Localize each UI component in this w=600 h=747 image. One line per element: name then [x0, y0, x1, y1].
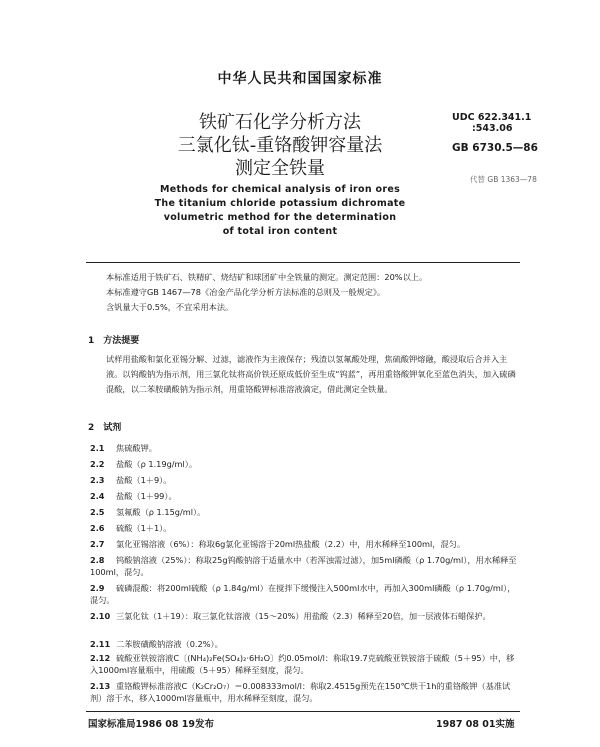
- reagent-number: 2.11: [90, 639, 111, 649]
- reagent-number: 2.6: [90, 523, 105, 533]
- reagent-text: 盐酸（1＋99）。: [116, 491, 177, 501]
- english-title-line-1: Methods for chemical analysis of iron ores: [159, 184, 401, 195]
- reagent-text: 钨酸钠溶液（25%）：称取25g钨酸钠溶于适量水中（若浑浊需过滤），加5ml磷酸（ρ 1.70g/ml），用水稀释至100ml，混匀。: [90, 555, 517, 577]
- section-1-body: [88, 352, 518, 397]
- reagent-item: [90, 582, 520, 606]
- reagent-text: 硫酸亚铁铵溶液C〔(NH₄)₂Fe(SO₄)₂·6H₂O〕约0.05mol/l：称取19.7克硫酸亚铁铵溶于硫酸（5＋95）中，移入1000ml容量瓶中，用硫酸（5＋95）稀释至刻度，混匀。: [90, 653, 515, 675]
- reagent-text: 焦硫酸钾。: [116, 443, 157, 453]
- reagent-number: 2.9: [90, 583, 105, 593]
- reagent-item: [90, 506, 520, 518]
- reagent-text: 氢氟酸（ρ 1.15g/ml）。: [116, 507, 206, 517]
- reagent-item: [90, 538, 520, 550]
- reagent-text: 盐酸（ρ 1.19g/ml）。: [116, 459, 198, 469]
- reagent-item: [90, 554, 520, 578]
- reagent-text: 硫磷混酸：将200ml硫酸（ρ 1.84g/ml）在搅拌下缓慢注入500ml水中，再加入300ml磷酸（ρ 1.70g/ml），混匀。: [90, 583, 516, 605]
- udc-code-line-1: UDC 622.341.1: [452, 112, 532, 123]
- english-title-line-4: of total iron content: [222, 226, 338, 237]
- reagent-number: 2.10: [90, 611, 111, 621]
- section-2-heading: 2 试剂: [88, 423, 122, 433]
- reagent-number: 2.1: [90, 443, 105, 453]
- intro-scope: 本标准适用于铁矿石、铁精矿、烧结矿和球团矿中全铁量的测定。测定范围：20%以上。: [106, 272, 428, 282]
- reagent-number: 2.7: [90, 539, 105, 549]
- title-line-1: 铁矿石化学分析方法: [199, 112, 361, 133]
- reagent-number: 2.12: [90, 653, 111, 663]
- reagent-text: 硫酸（1＋1）。: [116, 523, 172, 533]
- reagent-item: [90, 474, 520, 486]
- reagent-item: [90, 522, 520, 534]
- intro-block: [88, 270, 518, 315]
- reagent-item: [90, 610, 520, 622]
- reagent-item: [90, 680, 520, 704]
- english-title-line-2: The titanium chloride potassium dichromate: [154, 198, 406, 209]
- reagent-text: 盐酸（1＋9）。: [116, 475, 172, 485]
- reagent-number: 2.2: [90, 459, 105, 469]
- reagent-number: 2.13: [90, 681, 111, 691]
- reagent-item: [90, 652, 520, 676]
- reagent-item: [90, 442, 520, 454]
- english-title-line-3: volumetric method for the determination: [163, 212, 397, 223]
- national-standard-title: 中华人民共和国国家标准: [217, 71, 383, 87]
- method-summary-text: 试样用盐酸和氯化亚锡分解、过滤，滤液作为主液保存；残渣以氢氟酸处理，焦硫酸钾熔融，酸浸取后合并入主液。以钨酸钠为指示剂，用三氯化钛将高价铁还原成低价至生成“钨蓝”，再用重铬酸钾氧化至蓝色消失，加入硫磷混酸，以二苯胺磺酸钠为指示剂，用重铬酸钾标准溶液滴定，借此测定全铁量。: [106, 354, 516, 394]
- udc-code-line-2: :543.06: [472, 123, 513, 134]
- issue-date: 国家标准局1986 08 19发布: [88, 719, 214, 730]
- reagent-text: 三氯化钛（1＋19）：取三氯化钛溶液（15～20%）用盐酸（2.3）稀释至20倍，加一层液体石蜡保护。: [116, 611, 491, 621]
- replaces-note: 代替 GB 1363—78: [470, 175, 537, 184]
- intro-vanadium-note: 含钒量大于0.5%，不宜采用本法。: [106, 302, 234, 312]
- reagent-number: 2.5: [90, 507, 105, 517]
- header-divider: [86, 262, 520, 263]
- title-line-3: 测定全铁量: [235, 158, 325, 179]
- reagent-number: 2.8: [90, 555, 105, 565]
- reagent-item: [90, 458, 520, 470]
- reagent-text: 重铬酸钾标准溶液C（K₂Cr₂O₇）＝0.008333mol/l：称取2.4515g预先在150℃烘干1h的重铬酸钾（基准试剂）溶于水，移入1000ml容量瓶中，用水稀释至刻度，混匀。: [90, 681, 511, 703]
- reagent-text: 二苯胺磺酸钠溶液（0.2%）。: [116, 639, 223, 649]
- reagent-text: 氯化亚锡溶液（6%）：称取6g氯化亚锡溶于20ml热盐酸（2.2）中，用水稀释至100ml，混匀。: [116, 539, 466, 549]
- gb-code: GB 6730.5—86: [452, 142, 538, 154]
- reagent-number: 2.4: [90, 491, 105, 501]
- reagent-item: [90, 490, 520, 502]
- reagent-item: [90, 638, 520, 650]
- intro-reference: 本标准遵守GB 1467—78《冶金产品化学分析方法标准的总则及一般规定》。: [106, 287, 386, 297]
- section-1-heading: 1 方法提要: [88, 336, 140, 346]
- reagent-number: 2.3: [90, 475, 105, 485]
- title-line-2: 三氯化钛-重铬酸钾容量法: [177, 135, 383, 156]
- implementation-date: 1987 08 01实施: [436, 719, 515, 730]
- footer-divider: [86, 711, 520, 712]
